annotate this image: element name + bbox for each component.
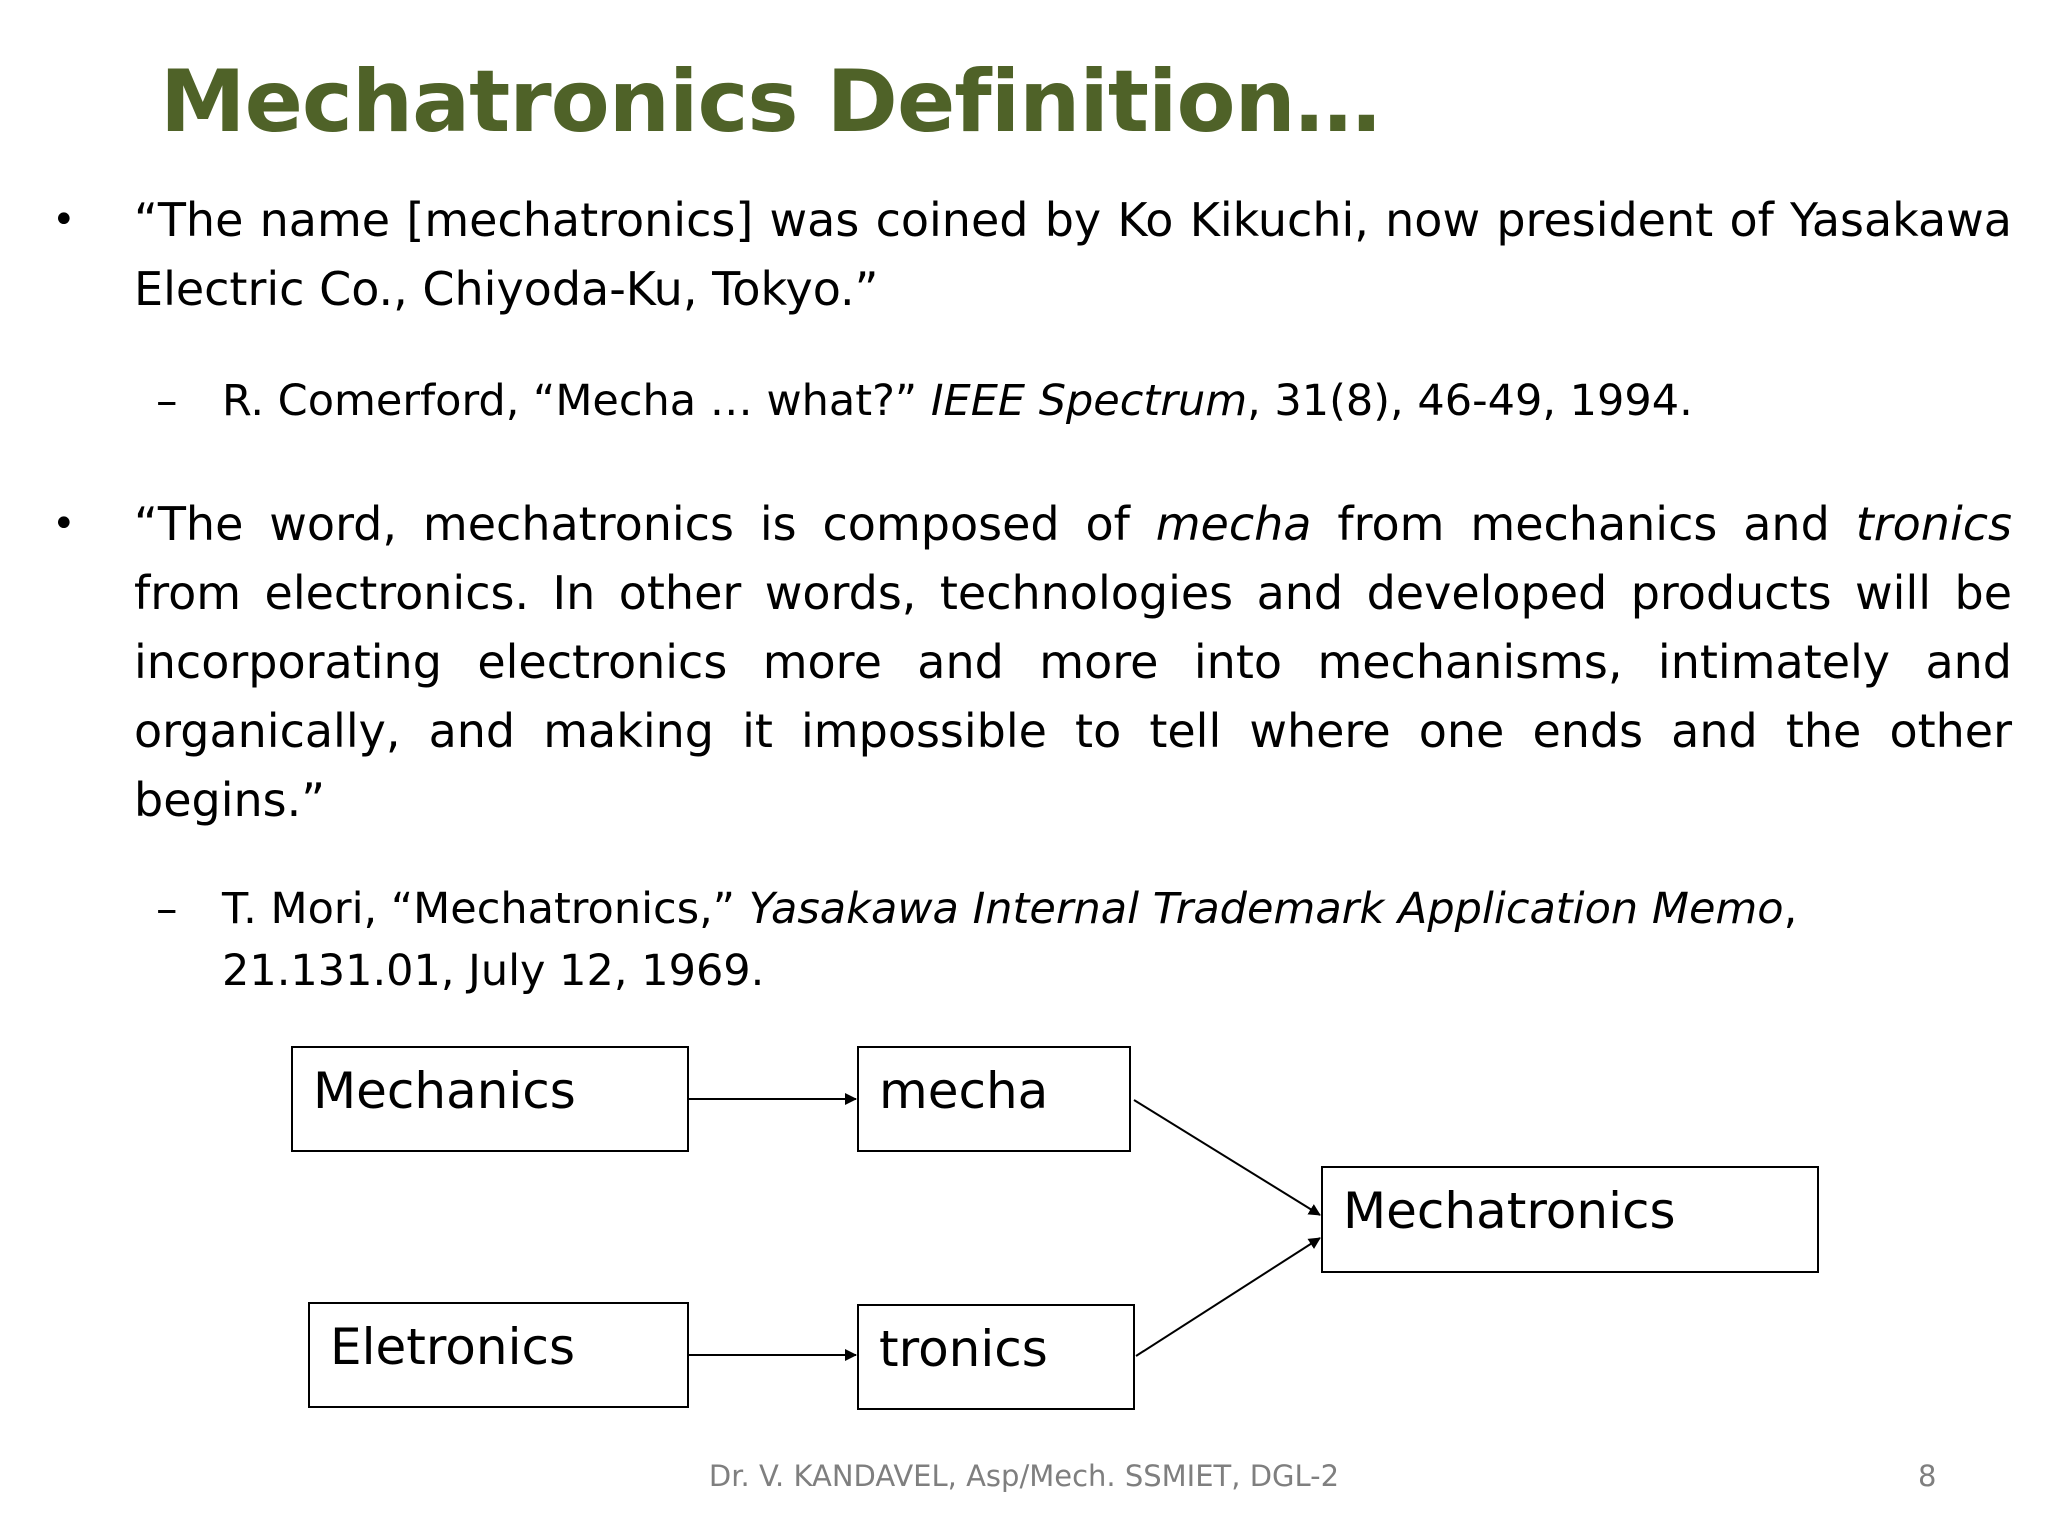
citation-text: R. Comerford, “Mecha … what?” <box>222 376 931 426</box>
footer-author: Dr. V. KANDAVEL, Asp/Mech. SSMIET, DGL-2 <box>708 1459 1340 1493</box>
box-mechatronics <box>1322 1167 1818 1272</box>
box-electronics-label: Eletronics <box>330 1318 576 1376</box>
citation-details: , 21.131.01, July 12, 1969. <box>222 884 1798 996</box>
citation-memo: Yasakawa Internal Trademark Application Memo <box>748 884 1784 934</box>
italic-tronics: tronics <box>1855 497 2012 551</box>
box-mechanics-label: Mechanics <box>313 1062 576 1120</box>
citation-marker: – <box>156 884 178 934</box>
arrow-tronics-to-mechatronics <box>1136 1238 1320 1356</box>
box-mechatronics-label: Mechatronics <box>1343 1182 1676 1240</box>
arrow-mecha-to-mechatronics <box>1134 1100 1320 1215</box>
bullet-marker: • <box>52 197 76 243</box>
bullet-marker: • <box>52 501 76 547</box>
box-mechanics <box>292 1047 688 1151</box>
citation-details: , 31(8), 46-49, 1994. <box>1247 376 1693 426</box>
citation-marker: – <box>156 376 178 426</box>
bullet-text: “The name [mechatronics] was coined by Ko Kikuchi, now president of Yasakawa Electric Co., Chiyoda-Ku, Tokyo.” <box>134 193 2012 316</box>
page-number: 8 <box>1918 1459 1937 1493</box>
slide-title: Mechatronics Definition… <box>160 52 1380 152</box>
bullet-text: “The word, mechatronics is composed of <box>134 497 1156 551</box>
box-mecha <box>858 1047 1130 1151</box>
citation-text: T. Mori, “Mechatronics,” <box>222 884 749 934</box>
italic-mecha: mecha <box>1155 497 1312 551</box>
box-mecha-label: mecha <box>879 1062 1049 1120</box>
box-tronics <box>858 1305 1134 1409</box>
citation-journal: IEEE Spectrum <box>930 376 1248 426</box>
bullet-text: from electronics. In other words, technologies and developed products will be incorporating electronics more and more into mechanisms, intimately and organically, and making it impossible to tell where one ends and the other begins.” <box>134 566 2012 827</box>
box-electronics <box>309 1303 688 1407</box>
box-tronics-label: tronics <box>879 1320 1048 1378</box>
bullet-text: from mechanics and <box>1311 497 1856 551</box>
